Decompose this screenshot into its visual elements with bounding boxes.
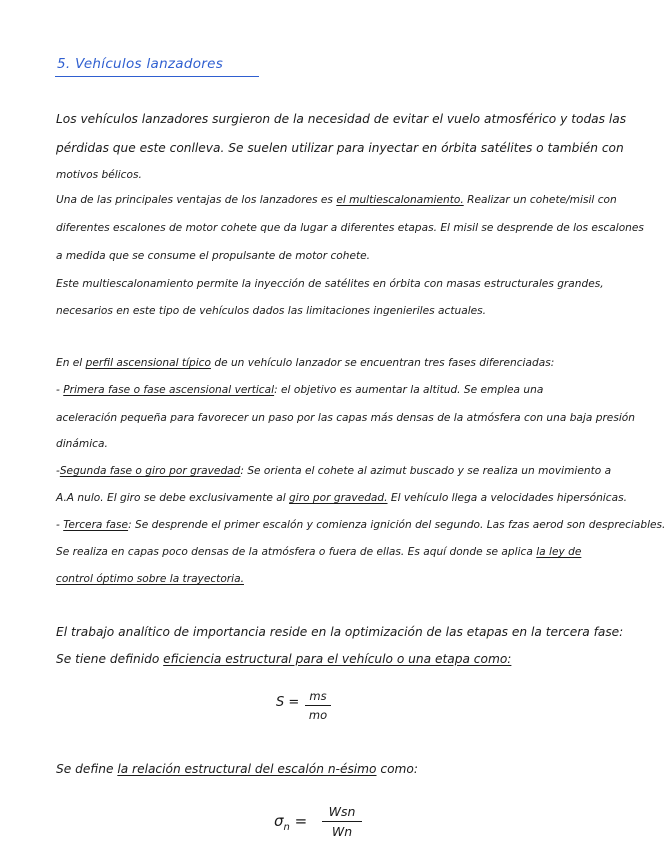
text-line [56, 464, 611, 478]
fraction-bar [322, 821, 362, 822]
formula-fraction [305, 689, 331, 722]
formula-fraction [322, 804, 362, 839]
underlined-term: eficiencia estructural para el vehículo o una etapa como: [163, 652, 512, 666]
text-line [56, 193, 617, 207]
text-line: Este multiescalonamiento permite la inyección de satélites en órbita con masas estructurales grandes, [56, 278, 604, 290]
text-span: Se realiza en capas poco densas de la atmósfera o fuera de ellas. Es aquí donde se aplica [56, 546, 533, 558]
text-line: El trabajo analítico de importancia reside en la optimización de las etapas en la tercera fase: [56, 625, 624, 639]
text-line [56, 356, 554, 370]
fraction-denominator: mo [308, 708, 328, 722]
bullet: - [56, 384, 64, 396]
text-line: necesarios en este tipo de vehículos dados las limitaciones ingenieriles actuales. [56, 305, 487, 317]
text-span: Se tiene definido [56, 652, 160, 666]
text-span: Realizar un cohete/misil con [467, 194, 617, 206]
fraction-numerator: ms [309, 689, 327, 703]
bullet: - [56, 519, 64, 531]
fraction-numerator: Wsn [328, 804, 356, 819]
subscript: n [283, 822, 290, 833]
text-line [56, 652, 511, 666]
text-span: : Se desprende el primer escalón y comienza ignición del segundo. Las fzas aerod son despreciables. [128, 519, 665, 531]
equals-sign: = [294, 812, 308, 830]
text-line [56, 572, 244, 586]
text-span: : el objetivo es aumentar la altitud. Se emplea una [274, 384, 544, 396]
bullet: - [56, 465, 60, 477]
underlined-term: perfil ascensional típico [85, 357, 211, 369]
text-line: diferentes escalones de motor cohete que da lugar a diferentes etapas. El misil se desprende de los escalones [56, 222, 644, 234]
text-line: pérdidas que este conlleva. Se suelen utilizar para inyectar en órbita satélites o también con [56, 141, 624, 155]
text-line: motivos bélicos. [56, 169, 142, 181]
underlined-term: la ley de [536, 546, 582, 558]
text-span: Se define [56, 762, 114, 776]
sigma-symbol: σ [274, 812, 284, 830]
formula-lhs: S = [276, 695, 300, 710]
text-line: aceleración pequeña para favorecer un paso por las capas más densas de la atmósfera con una baja presión [56, 412, 635, 424]
text-line: a medida que se consume el propulsante de motor cohete. [56, 250, 371, 262]
text-span: A.A nulo. El giro se debe exclusivamente al [56, 492, 286, 504]
text-line [56, 545, 581, 559]
formula-lhs [274, 812, 307, 833]
underlined-term: control óptimo sobre la trayectoria. [56, 573, 244, 585]
text-span: de un vehículo lanzador se encuentran tres fases diferenciadas: [214, 357, 555, 369]
text-span: El vehículo llega a velocidades hipersónicas. [390, 492, 627, 504]
text-line [56, 518, 665, 532]
text-span: : Se orienta el cohete al azimut buscado y se realiza un movimiento a [240, 465, 612, 477]
underlined-term: la relación estructural del escalón n-ésimo [117, 762, 377, 776]
title-underline [55, 76, 259, 77]
text-span: En el [56, 357, 83, 369]
fraction-bar [305, 705, 331, 706]
text-span: como: [380, 762, 418, 776]
underlined-term: el multiescalonamiento. [336, 194, 464, 206]
text-line [56, 383, 543, 397]
underlined-term: Segunda fase o giro por gravedad [59, 465, 241, 477]
fraction-denominator: Wn [331, 824, 353, 839]
underlined-term: Tercera fase [63, 519, 129, 531]
text-span: Una de las principales ventajas de los lanzadores es [56, 194, 333, 206]
section-title: 5. Vehículos lanzadores [57, 56, 224, 72]
text-line [56, 491, 627, 505]
text-line [56, 762, 418, 776]
text-line: Los vehículos lanzadores surgieron de la necesidad de evitar el vuelo atmosférico y todas las [56, 112, 627, 126]
text-line: dinámica. [56, 438, 108, 450]
underlined-term: giro por gravedad. [289, 492, 388, 504]
underlined-term: Primera fase o fase ascensional vertical [63, 384, 275, 396]
